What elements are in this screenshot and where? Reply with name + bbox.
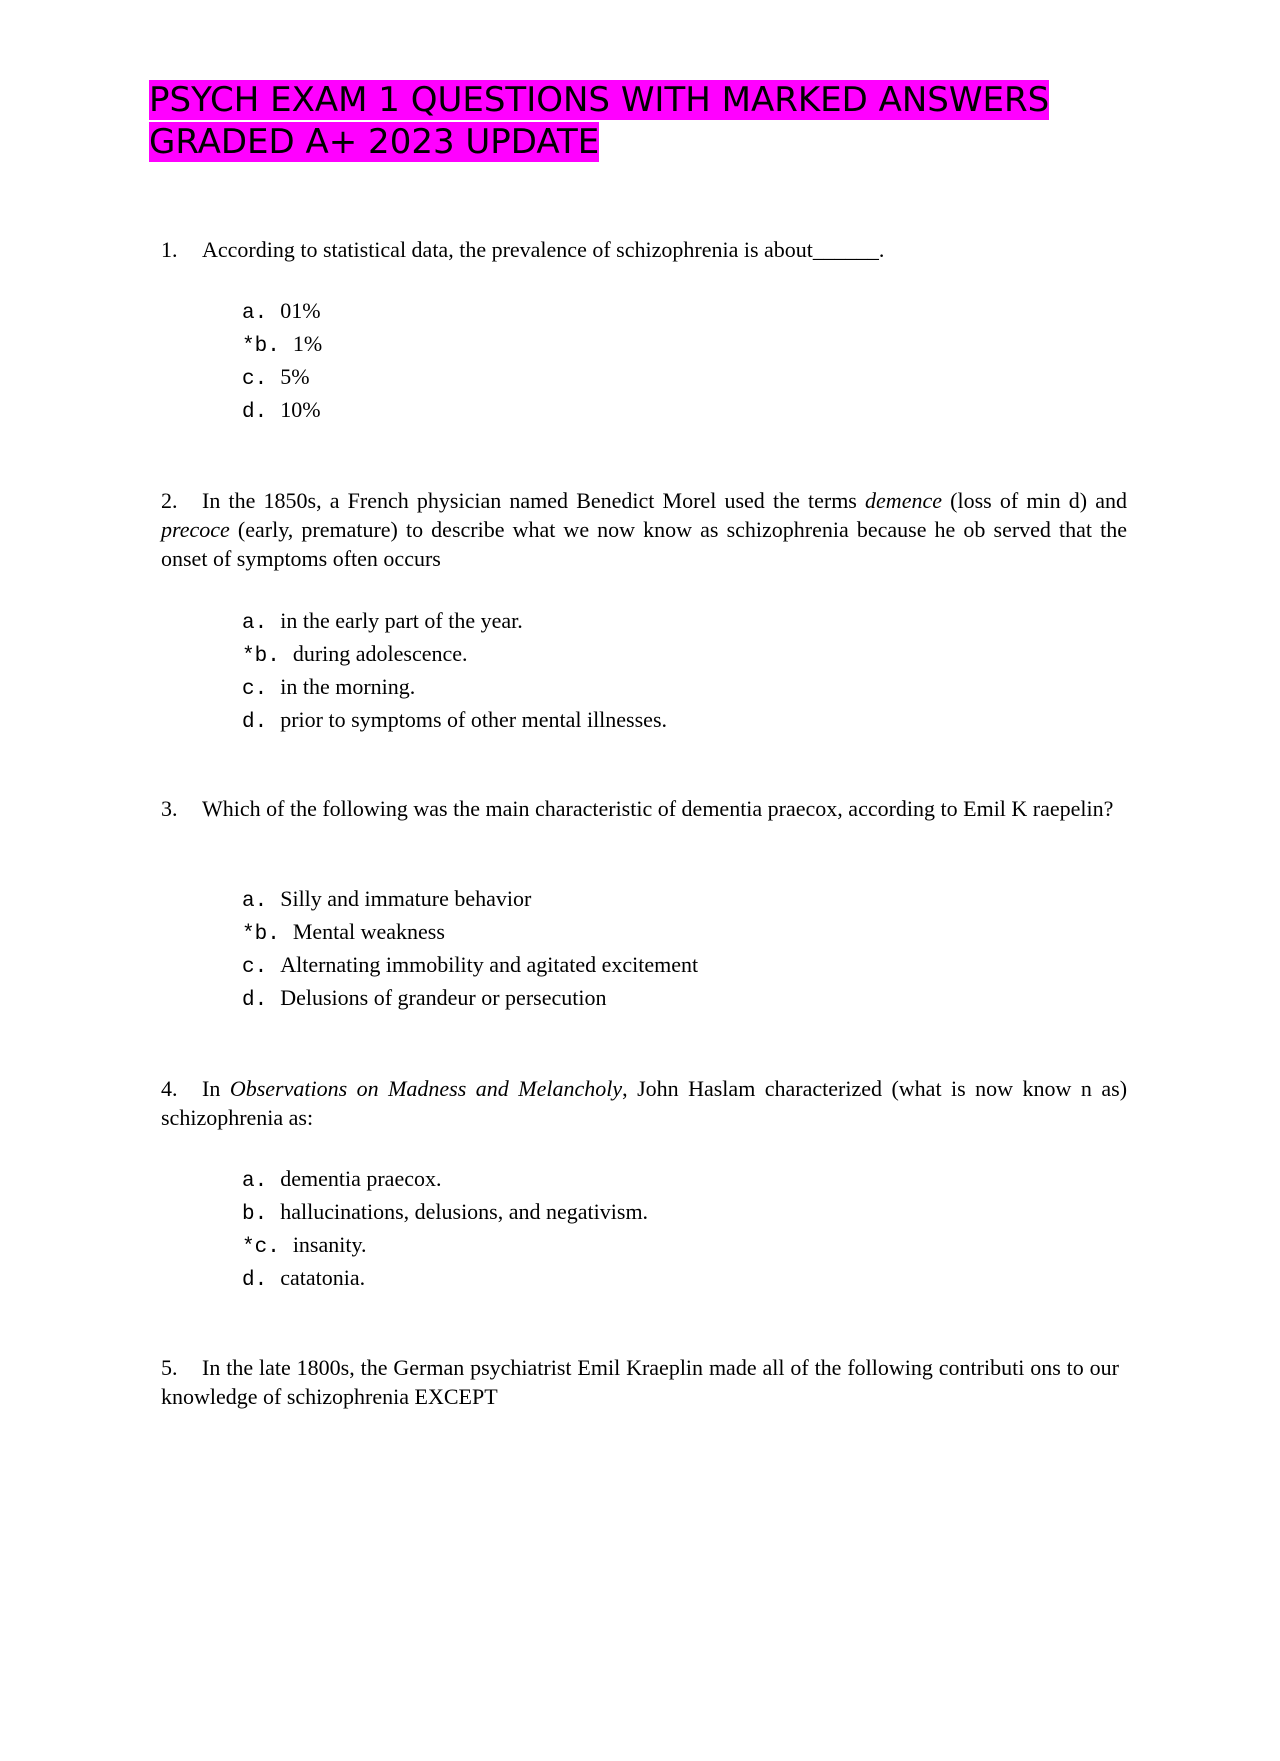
option-letter: c. xyxy=(242,368,268,391)
question-number: 1. xyxy=(161,237,178,262)
answer-option xyxy=(242,1263,648,1296)
answer-option xyxy=(242,1197,648,1230)
option-letter: a. xyxy=(242,302,268,325)
question-3 xyxy=(161,794,1127,1012)
question-number: 5. xyxy=(161,1355,178,1380)
option-text: Silly and immature behavior xyxy=(280,886,532,911)
question-number: 4. xyxy=(161,1076,178,1101)
answer-option-marked xyxy=(242,639,667,672)
book-title-italic: Observations on Madness and Melancholy xyxy=(229,1076,623,1101)
answer-option xyxy=(242,884,698,917)
option-text: prior to symptoms of other mental illnesses. xyxy=(280,707,668,732)
answer-option xyxy=(242,362,322,395)
option-letter: d. xyxy=(242,989,268,1012)
option-letter: b. xyxy=(242,1203,268,1226)
option-text: during adolescence. xyxy=(292,641,468,666)
answer-option-marked xyxy=(242,329,322,362)
answer-option xyxy=(242,983,698,1016)
option-letter: *b. xyxy=(242,923,280,946)
question-text-part: (loss of min d) and xyxy=(942,488,1128,513)
question-1 xyxy=(161,235,1127,424)
option-text: Mental weakness xyxy=(292,919,445,944)
option-text: hallucinations, delusions, and negativism. xyxy=(280,1199,649,1224)
answer-options xyxy=(242,606,667,738)
option-text: 5% xyxy=(280,364,310,389)
option-text: 10% xyxy=(280,397,321,422)
answer-options xyxy=(242,884,698,1016)
option-letter: d. xyxy=(242,1269,268,1292)
option-letter: c. xyxy=(242,678,268,701)
document-title xyxy=(149,79,1109,163)
question-5 xyxy=(161,1353,1119,1411)
question-text-italic: precoce xyxy=(161,517,230,542)
question-stem xyxy=(161,235,1127,264)
option-text: dementia praecox. xyxy=(280,1166,442,1191)
answer-option xyxy=(242,606,667,639)
question-text-part: In xyxy=(202,1076,230,1101)
question-text-part: (early, premature) to describe what we now know as schizophrenia because he ob served that the onset of symptoms often occurs xyxy=(161,517,1127,571)
question-text-part: , John Haslam characterized (what is now know n as) schizophrenia as: xyxy=(161,1076,1128,1130)
answer-option xyxy=(242,296,322,329)
option-text: in the early part of the year. xyxy=(280,608,523,633)
option-letter: *b. xyxy=(242,335,280,358)
answer-options xyxy=(242,296,322,428)
option-letter: *b. xyxy=(242,645,280,668)
question-text-part: In the 1850s, a French physician named Benedict Morel used the terms xyxy=(202,488,866,513)
question-stem xyxy=(161,1074,1127,1132)
answer-option xyxy=(242,705,667,738)
question-stem xyxy=(161,486,1127,573)
option-letter: d. xyxy=(242,711,268,734)
answer-option xyxy=(242,672,667,705)
title-line-1: PSYCH EXAM 1 QUESTIONS WITH MARKED ANSWERS xyxy=(149,80,1050,120)
option-letter: *c. xyxy=(242,1236,280,1259)
question-stem xyxy=(161,794,1127,823)
option-text: 1% xyxy=(292,331,323,356)
question-text: According to statistical data, the prevalence of schizophrenia is about______. xyxy=(202,237,885,262)
option-text: insanity. xyxy=(292,1232,367,1257)
option-text: catatonia. xyxy=(280,1265,366,1290)
option-letter: a. xyxy=(242,890,268,913)
question-text: Which of the following was the main characteristic of dementia praecox, according to Emil K raepelin? xyxy=(202,796,1114,821)
title-line-2: GRADED A+ 2023 UPDATE xyxy=(149,122,600,162)
answer-option xyxy=(242,1164,648,1197)
answer-option xyxy=(242,395,322,428)
option-text: Alternating immobility and agitated excitement xyxy=(280,952,699,977)
question-number: 2. xyxy=(161,488,178,513)
option-text: in the morning. xyxy=(280,674,416,699)
question-4 xyxy=(161,1074,1128,1292)
answer-option xyxy=(242,950,698,983)
option-letter: a. xyxy=(242,1170,268,1193)
question-2 xyxy=(161,486,1128,734)
answer-option-marked xyxy=(242,917,698,950)
answer-options xyxy=(242,1164,648,1296)
question-number: 3. xyxy=(161,796,178,821)
option-letter: c. xyxy=(242,956,268,979)
option-letter: a. xyxy=(242,612,268,635)
answer-option-marked xyxy=(242,1230,648,1263)
question-text: In the late 1800s, the German psychiatrist Emil Kraeplin made all of the following contributi ons to our knowledge of schizophrenia EXCEPT xyxy=(161,1355,1119,1409)
option-text: Delusions of grandeur or persecution xyxy=(280,985,607,1010)
option-text: 01% xyxy=(280,298,321,323)
question-stem xyxy=(161,1353,1119,1411)
question-text-italic: demence xyxy=(865,488,942,513)
option-letter: d. xyxy=(242,401,268,424)
